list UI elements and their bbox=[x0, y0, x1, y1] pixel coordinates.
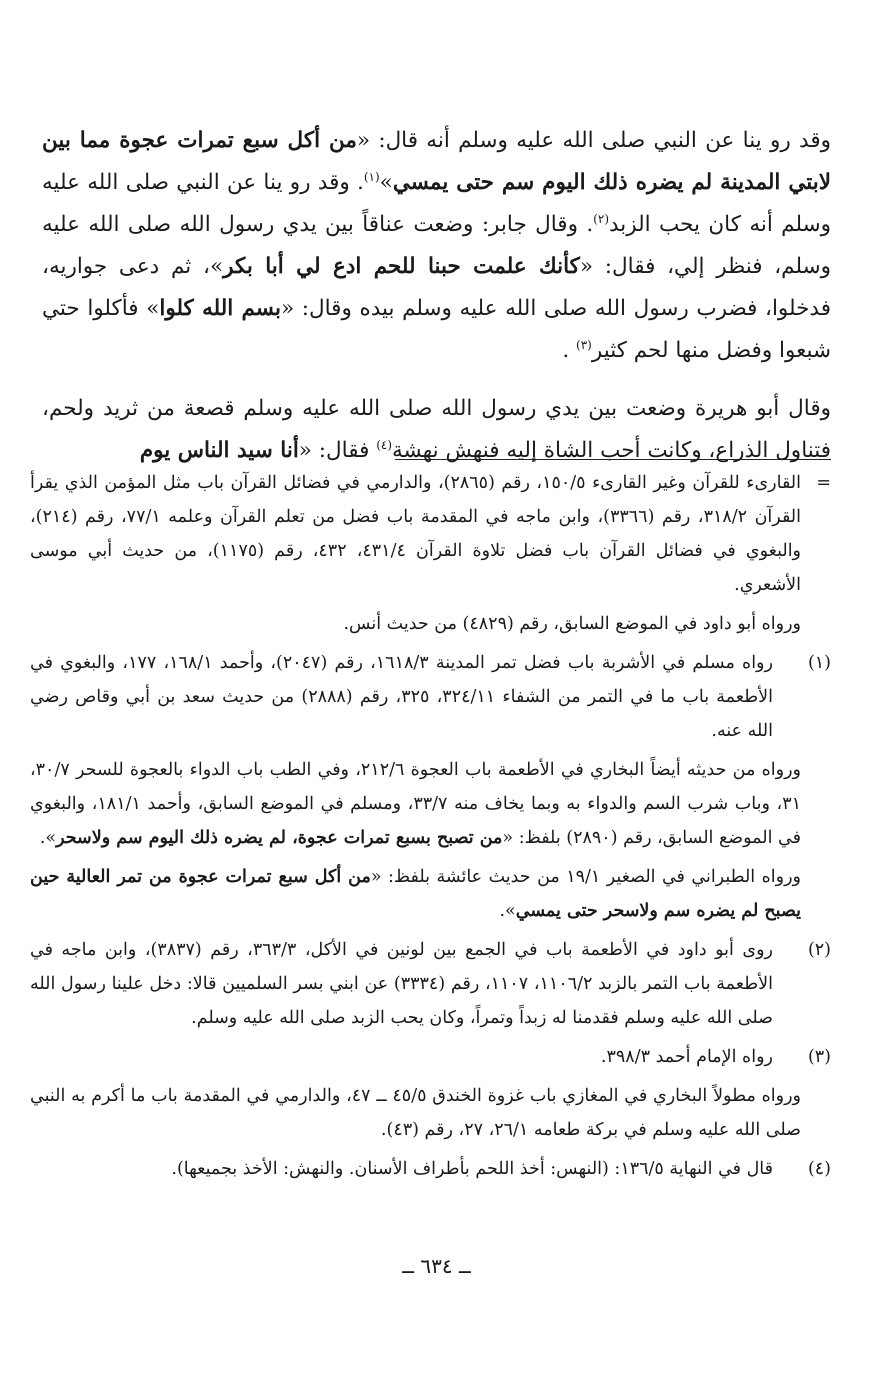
text-run: وقال أبو هريرة وضعت بين يدي رسول الله صلى الله عليه وسلم قصعة من ثريد ولحم، فتناول الذراع، وكانت أحب الشاة إليه فنهش نهشة bbox=[42, 396, 831, 463]
footnote-divider bbox=[395, 459, 831, 460]
hadith-quote: من أكل سبع تمرات عجوة من تمر العالية حين يصبح لم يضره سم ولاسحر حتى يمسي bbox=[30, 867, 801, 921]
main-paragraph bbox=[42, 120, 831, 372]
text-run: روى أبو داود في الأطعمة باب في الجمع بين لونين في الأكل، ٣٦٣/٣، رقم (٣٨٣٧)، وابن ماجه في الأطعمة باب التمر بالزبد ١١٠٦/٢، ١١٠٧، رقم (٣٣٣٤) عن ابني بسر السلميين قالا: دخل علينا رسول الله صلى الله عليه وسلم فقدمنا له زبداً وتمراً، وكان يحب الزبد صلى الله عليه وسلم. bbox=[30, 940, 773, 1028]
footnote bbox=[30, 753, 831, 855]
footnote-number: (٢) bbox=[807, 940, 831, 960]
text-run: القارىء للقرآن وغير القارىء ١٥٠/٥، رقم (٢٨٦٥)، والدارمي في فضائل القرآن باب مثل المؤمن الذي يقرأ القرآن ٣١٨/٢، رقم (٣٣٦٦)، وابن ماجه في المقدمة باب فضل من تعلم القرآن وعلمه ٧٧/١، رقم (٢١٤)، والبغوي في فضائل القرآن باب فضل تلاوة القرآن ٤٣١/٤، ٤٣٢، رقم (١١٧٥)، من حديث أبي موسى الأشعري. bbox=[30, 473, 802, 595]
hadith-quote: من أكل سبع تمرات عجوة مما بين لابتي المدينة لم يضره ذلك اليوم سم حتى يمسي bbox=[42, 128, 831, 195]
footnote bbox=[30, 1040, 831, 1074]
text-run: . وقد رو ينا عن النبي صلى الله عليه وسلم أنه كان يحب الزبد bbox=[42, 170, 832, 237]
footnote-ref: (٣) bbox=[576, 337, 592, 352]
text-run: ورواه من حديثه أيضاً البخاري في الأطعمة باب العجوة ٢١٢/٦، وفي الطب باب الدواء بالعجوة للسحر ٣٠/٧، ٣١، وباب شرب السم والدواء به وبما يخاف منه ٣٣/٧، ومسلم في الموضع السابق، وأحمد ١٨١/١، والبغوي في الموضع السابق، رقم (٢٨٩٠) بلفظ: « bbox=[30, 760, 801, 848]
text-run: قال في النهاية ١٣٦/٥: (النهس: أخذ اللحم بأطراف الأسنان. والنهش: الأخذ بجميعها). bbox=[171, 1159, 773, 1179]
footnote bbox=[30, 466, 831, 602]
footnote-number: = bbox=[816, 473, 831, 493]
footnote bbox=[30, 646, 831, 748]
hadith-quote: بسم الله كلوا bbox=[159, 296, 281, 321]
footnote-ref: (١) bbox=[363, 169, 380, 184]
text-run: رواه الإمام أحمد ٣٩٨/٣. bbox=[600, 1047, 773, 1067]
footnote bbox=[30, 933, 831, 1035]
footnote-ref: (٤) bbox=[376, 437, 393, 452]
text-run: ورواه مطولاً البخاري في المغازي باب غزوة الخندق ٤٥/٥ ــ ٤٧، والدارمي في المقدمة باب ما أكرم به النبي صلى الله عليه وسلم في بركة طعامه ٢٦/١، ٢٧، رقم (٤٣). bbox=[30, 1086, 801, 1140]
text-run: ورواه أبو داود في الموضع السابق، رقم (٤٨٢٩) من حديث أنس. bbox=[343, 614, 801, 634]
footnote bbox=[30, 1152, 831, 1186]
main-text bbox=[42, 120, 831, 472]
text-run: . وقال جابر: وضعت عناقاً بين يدي رسول الله صلى الله عليه وسلم، فنظر إلي، فقال: « bbox=[42, 212, 831, 279]
footnote-number: (٣) bbox=[807, 1047, 831, 1067]
footnote bbox=[30, 860, 831, 928]
text-run: ». bbox=[499, 901, 516, 921]
text-run: »، ثم دعى جواريه، فدخلوا، فضرب رسول الله صلى الله عليه وسلم بيده وقال: « bbox=[42, 254, 831, 321]
footnote bbox=[30, 1079, 831, 1147]
hadith-quote: أنا سيد الناس يوم bbox=[139, 438, 299, 463]
text-run: ». bbox=[39, 828, 57, 848]
hadith-quote: كأنك علمت حبنا للحم ادع لي أبا بكر bbox=[223, 254, 580, 279]
footnotes bbox=[30, 466, 831, 1186]
footnote bbox=[30, 607, 831, 641]
page-number-text: ــ ٦٣٤ ــ bbox=[402, 1254, 471, 1278]
text-run: رواه مسلم في الأشربة باب فضل تمر المدينة ١٦١٨/٣، رقم (٢٠٤٧)، وأحمد ١٦٨/١، ١٧٧، والبغوي في الأطعمة باب ما في التمر من الشفاء ٣٢٤/١١، ٣٢٥، رقم (٢٨٨٨) من حديث سعد بن أبي وقاص رضي الله عنه. bbox=[30, 653, 774, 741]
text-run: فقال: « bbox=[298, 438, 377, 463]
text-run: » bbox=[379, 170, 393, 195]
text-run: وقد رو ينا عن النبي صلى الله عليه وسلم أنه قال: « bbox=[356, 128, 831, 153]
text-run: . bbox=[562, 338, 577, 363]
page-number bbox=[0, 1254, 873, 1278]
footnote-number: (٤) bbox=[807, 1159, 831, 1179]
text-run: ورواه الطبراني في الصغير ١٩/١ من حديث عائشة بلفظ: « bbox=[370, 867, 802, 887]
hadith-quote: من تصبح بسبع تمرات عجوة، لم يضره ذلك اليوم سم ولاسحر bbox=[56, 828, 503, 848]
text-run: » فأكلوا حتي شبعوا وفضل منها لحم كثير bbox=[42, 296, 831, 363]
footnote-number: (١) bbox=[807, 653, 831, 673]
footnote-ref: (٢) bbox=[593, 211, 609, 226]
